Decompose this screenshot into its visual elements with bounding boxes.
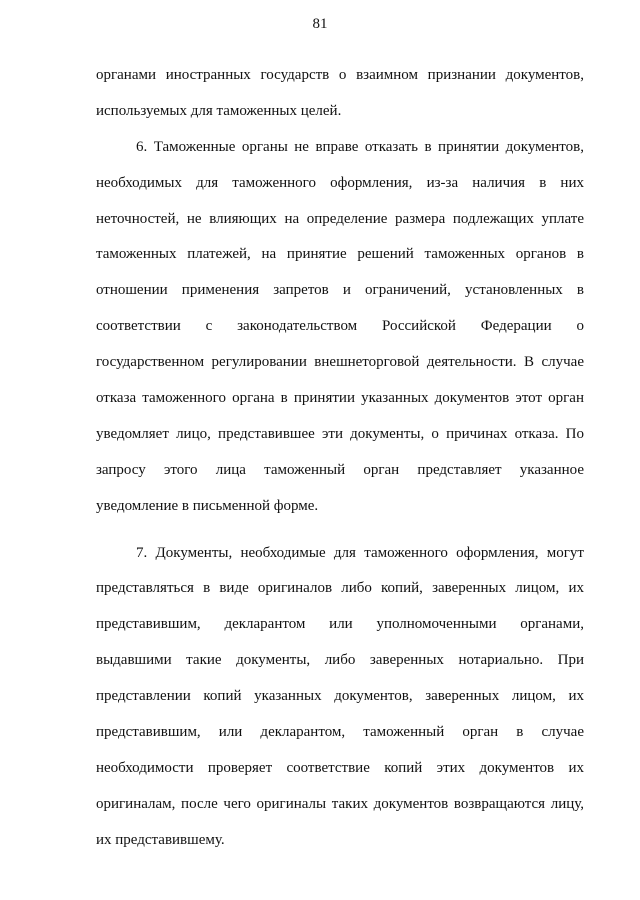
paragraph-gap <box>96 525 584 536</box>
text-line: необходимости проверяет соответствие копий этих документов их <box>96 759 584 776</box>
text-line: неточностей, не влияющих на определение размера подлежащих уплате <box>96 210 584 227</box>
text-line: уведомление в письменной форме. <box>96 497 319 514</box>
text-line: необходимых для таможенного оформления, из-за наличия в них <box>96 174 584 191</box>
body-text <box>96 58 584 859</box>
text-line: соответствии с законодательством Российской Федерации о <box>96 318 584 335</box>
text-line: их представившему. <box>96 831 225 848</box>
text-line: 6. Таможенные органы не вправе отказать в принятии документов, <box>136 138 584 155</box>
text-line: государственном регулировании внешнеторговой деятельности. В случае <box>96 354 584 371</box>
text-line: запросу этого лица таможенный орган представляет указанное <box>96 461 584 478</box>
paragraph-continuation <box>96 58 584 130</box>
text-line: оригиналам, после чего оригиналы таких документов возвращаются лицу, <box>96 795 584 812</box>
text-line: таможенных платежей, на принятие решений таможенных органов в <box>96 246 584 263</box>
paragraph-item-7 <box>96 536 584 859</box>
text-line: представившим, или декларантом, таможенный орган в случае <box>96 724 584 741</box>
text-line: представившим, декларантом или уполномоченными органами, <box>96 616 584 633</box>
text-line: отношении применения запретов и ограничений, установленных в <box>96 282 584 299</box>
text-line: выдавшими такие документы, либо заверенных нотариально. При <box>96 652 584 669</box>
text-line: представлении копий указанных документов, заверенных лицом, их <box>96 688 584 705</box>
text-line: используемых для таможенных целей. <box>96 102 342 119</box>
page-number: 81 <box>312 16 328 32</box>
text-line: уведомляет лицо, представившее эти документы, о причинах отказа. По <box>96 425 584 442</box>
paragraph-item-6 <box>96 130 584 525</box>
text-line: отказа таможенного органа в принятии указанных документов этот орган <box>96 390 584 407</box>
text-line: представляться в виде оригиналов либо копий, заверенных лицом, их <box>96 580 584 597</box>
text-line: органами иностранных государств о взаимном признании документов, <box>96 67 584 83</box>
text-line: 7. Документы, необходимые для таможенного оформления, могут <box>136 544 584 561</box>
